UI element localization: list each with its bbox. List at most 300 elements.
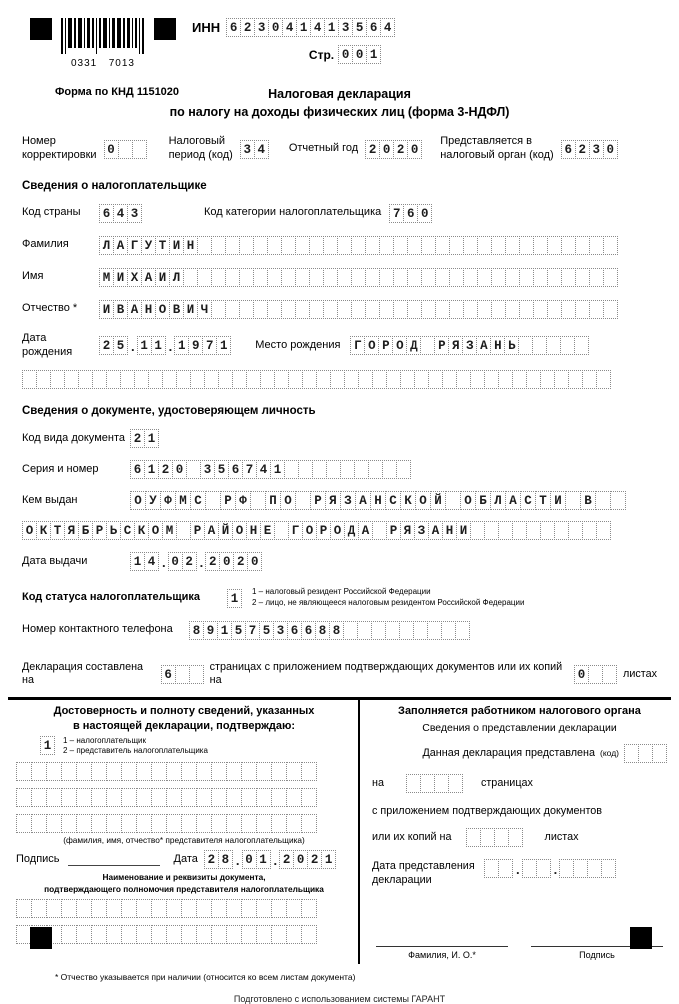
char-cell (295, 300, 310, 319)
char-cell (196, 788, 212, 807)
char-cell: А (127, 300, 142, 319)
char-cell (575, 300, 590, 319)
char-cell: И (113, 268, 128, 287)
char-cell: Ь (106, 521, 121, 540)
char-cell (434, 774, 449, 793)
char-cell (36, 370, 51, 389)
char-cell: 6 (99, 204, 114, 223)
char-cell: 0 (242, 850, 257, 869)
char-cell: 2 (233, 552, 248, 571)
signature-label: Подпись (16, 852, 60, 865)
char-cell (533, 236, 548, 255)
page-number-label: Стр. (308, 47, 335, 62)
char-cell (477, 268, 492, 287)
char-cell: А (204, 521, 219, 540)
doc-type-code-field (130, 429, 159, 448)
issued-by-field-line2 (22, 521, 611, 540)
char-cell (498, 521, 513, 540)
char-cell: 8 (218, 850, 233, 869)
char-cell (596, 370, 611, 389)
char-cell (151, 762, 167, 781)
char-cell (121, 762, 137, 781)
status-code-label: Код статуса налогоплательщика (22, 591, 201, 604)
char-cell (414, 370, 429, 389)
confirmation-title-line1: Достоверность и полноту сведений, указанных (53, 704, 315, 717)
char-cell: Р (220, 491, 236, 510)
status-code-field (227, 589, 242, 608)
char-cell (267, 236, 282, 255)
char-cell (484, 521, 499, 540)
char-cell (211, 814, 227, 833)
char-cell (574, 336, 589, 355)
date-label: Дата (173, 852, 198, 865)
char-cell (91, 814, 107, 833)
char-cell: С (120, 521, 135, 540)
char-cell: М (99, 268, 114, 287)
char-cell: О (460, 491, 476, 510)
char-cell (256, 899, 272, 918)
char-cell (372, 521, 387, 540)
char-cell (196, 925, 212, 944)
char-cell (547, 268, 562, 287)
char-cell (286, 925, 302, 944)
char-cell (312, 460, 327, 479)
page-number-field (338, 45, 381, 64)
char-cell: 7 (389, 204, 404, 223)
char-cell (399, 621, 414, 640)
char-cell: В (580, 491, 596, 510)
char-cell (519, 236, 534, 255)
char-cell (421, 236, 436, 255)
char-cell (624, 744, 639, 763)
char-cell: 1 (321, 850, 336, 869)
char-cell (181, 762, 197, 781)
tax-period-field (240, 140, 269, 159)
char-cell (301, 814, 317, 833)
char-cell: О (364, 336, 379, 355)
date-separator: . (235, 853, 240, 869)
char-cell (449, 300, 464, 319)
char-cell (340, 460, 355, 479)
char-cell: Б (475, 491, 491, 510)
char-cell: 7 (245, 621, 260, 640)
char-cell (16, 814, 32, 833)
char-cell (582, 521, 597, 540)
char-cell (31, 762, 47, 781)
surname-field (99, 236, 618, 255)
official-fio-signature (376, 946, 508, 960)
date-separator: . (162, 555, 166, 571)
char-cell: Б (78, 521, 93, 540)
char-cell: О (330, 521, 345, 540)
doc-series-label: Серия и номер (22, 462, 99, 475)
birthplace-label: Место рождения (255, 338, 341, 351)
char-cell (463, 268, 478, 287)
char-cell: 2 (99, 336, 114, 355)
char-cell: Л (169, 268, 184, 287)
attachments-label: с приложением подтверждающих документов (372, 804, 603, 817)
char-cell: А (113, 236, 128, 255)
char-cell: З (340, 491, 356, 510)
char-cell (573, 859, 588, 878)
char-cell (181, 925, 197, 944)
char-cell (106, 788, 122, 807)
char-cell (121, 788, 137, 807)
char-cell (284, 460, 299, 479)
char-cell (559, 859, 574, 878)
declaration-params-row (22, 135, 657, 163)
inn-field (226, 18, 395, 37)
representative-fio-row1 (16, 762, 317, 781)
char-cell (533, 268, 548, 287)
char-cell: 0 (352, 45, 367, 64)
char-cell (470, 370, 485, 389)
char-cell (211, 762, 227, 781)
char-cell: 1 (324, 18, 339, 37)
char-cell (379, 236, 394, 255)
char-cell (588, 665, 603, 684)
char-cell: 0 (603, 140, 618, 159)
char-cell: Х (127, 268, 142, 287)
char-cell: 1 (130, 552, 145, 571)
char-cell: 0 (172, 460, 187, 479)
authority-doc-row2 (16, 925, 317, 944)
char-cell (301, 899, 317, 918)
doc-type-code-label: Код вида документа (22, 431, 125, 444)
char-cell: 1 (256, 850, 271, 869)
char-cell (166, 925, 182, 944)
char-cell: 1 (227, 589, 242, 608)
char-cell (46, 814, 62, 833)
char-cell (211, 899, 227, 918)
signature-block (8, 697, 671, 964)
char-cell (435, 300, 450, 319)
char-cell: И (169, 236, 184, 255)
char-cell (239, 268, 254, 287)
char-cell (343, 621, 358, 640)
char-cell (368, 460, 383, 479)
inn-label: ИНН (192, 20, 221, 35)
char-cell: Р (92, 521, 107, 540)
summary-part1: Декларация составлена на (22, 660, 144, 687)
char-cell: Я (448, 336, 463, 355)
char-cell: О (155, 300, 170, 319)
char-cell (400, 370, 415, 389)
char-cell: 1 (40, 736, 55, 755)
char-cell (226, 814, 242, 833)
pages-count-field (161, 665, 204, 684)
char-cell: 1 (174, 336, 189, 355)
char-cell (256, 814, 272, 833)
char-cell (239, 300, 254, 319)
char-cell (427, 621, 442, 640)
char-cell (351, 300, 366, 319)
char-cell (480, 828, 495, 847)
char-cell (512, 521, 527, 540)
issue-date-field (130, 552, 262, 571)
date-separator: . (168, 339, 173, 354)
char-cell (498, 859, 513, 878)
submission-date-field (484, 859, 616, 878)
char-cell: Н (490, 336, 505, 355)
char-cell (76, 788, 92, 807)
char-cell (196, 762, 212, 781)
char-cell (226, 899, 242, 918)
char-cell (546, 336, 561, 355)
char-cell: Я (400, 521, 415, 540)
char-cell: Н (442, 521, 457, 540)
char-cell (456, 370, 471, 389)
char-cell (274, 370, 289, 389)
char-cell (211, 788, 227, 807)
char-cell (463, 236, 478, 255)
char-cell (407, 236, 422, 255)
char-cell (448, 774, 463, 793)
char-cell: 1 (270, 460, 285, 479)
summary-part3: листах (623, 667, 657, 680)
char-cell: 2 (575, 140, 590, 159)
char-cell (602, 665, 617, 684)
taxpayer-category-field (389, 204, 432, 223)
char-cell: Д (344, 521, 359, 540)
patronymic-footnote: * Отчество указывается при наличии (относится ко всем листам документа) (55, 971, 356, 982)
char-cell (396, 460, 411, 479)
barcode-block (61, 18, 145, 69)
char-cell (166, 814, 182, 833)
form-code-label: Форма по КНД 1151020 (55, 86, 180, 98)
char-cell: 6 (561, 140, 576, 159)
char-cell: 3 (338, 18, 353, 37)
char-cell: Я (64, 521, 79, 540)
char-cell (176, 521, 191, 540)
char-cell (491, 268, 506, 287)
char-cell: 6 (366, 18, 381, 37)
char-cell (547, 236, 562, 255)
char-cell (393, 300, 408, 319)
official-pages-field (406, 774, 463, 793)
form-title-line2: по налогу на доходы физических лиц (форма 3-НДФЛ) (169, 105, 510, 120)
char-cell (205, 491, 221, 510)
char-cell (218, 370, 233, 389)
char-cell (652, 744, 667, 763)
char-cell (382, 460, 397, 479)
barcode-numbers (61, 58, 145, 69)
char-cell (271, 814, 287, 833)
char-cell (595, 491, 611, 510)
confirmer-code-notes: 1 – налогоплательщик 2 – представитель налогоплательщика (63, 735, 208, 756)
char-cell (575, 268, 590, 287)
representative-fio-row2 (16, 788, 317, 807)
char-cell: 7 (242, 460, 257, 479)
char-cell (76, 899, 92, 918)
char-cell (106, 899, 122, 918)
char-cell (274, 521, 289, 540)
char-cell (241, 814, 257, 833)
char-cell: 0 (104, 140, 119, 159)
char-cell (477, 300, 492, 319)
official-use-column (360, 700, 671, 964)
char-cell (271, 925, 287, 944)
char-cell: Н (370, 491, 386, 510)
char-cell (379, 300, 394, 319)
char-cell: Й (218, 521, 233, 540)
char-cell (61, 814, 77, 833)
char-cell: 0 (379, 140, 394, 159)
char-cell (232, 370, 247, 389)
char-cell: О (22, 521, 37, 540)
official-sheets-field (466, 828, 523, 847)
taxpayer-category-label: Код категории налогоплательщика (204, 206, 382, 219)
char-cell: 2 (365, 140, 380, 159)
char-cell (603, 268, 618, 287)
char-cell (365, 300, 380, 319)
char-cell (106, 370, 121, 389)
doc-series-field (130, 460, 411, 479)
firstname-label: Имя (22, 270, 44, 283)
char-cell (420, 774, 435, 793)
char-cell (413, 621, 428, 640)
char-cell: В (169, 300, 184, 319)
char-cell (435, 236, 450, 255)
char-cell (337, 300, 352, 319)
char-cell (547, 300, 562, 319)
char-cell: 1 (137, 336, 152, 355)
char-cell (372, 370, 387, 389)
char-cell (554, 370, 569, 389)
form-title-line1: Налоговая декларация (268, 87, 411, 101)
representative-fio-caption: (фамилия, имя, отчество* представителя налогоплательщика) (63, 835, 305, 846)
char-cell (286, 899, 302, 918)
char-cell (166, 899, 182, 918)
char-cell (106, 762, 122, 781)
char-cell: 3 (127, 204, 142, 223)
char-cell: 6 (403, 204, 418, 223)
char-cell (421, 268, 436, 287)
char-cell (470, 521, 485, 540)
char-cell (61, 762, 77, 781)
char-cell (136, 788, 152, 807)
char-cell: 0 (168, 552, 183, 571)
char-cell (484, 370, 499, 389)
on-label: на (372, 777, 384, 790)
authority-doc-caption-line2: подтверждающего полномочия представителя налогоплательщика (44, 883, 324, 894)
char-cell (76, 762, 92, 781)
taxpayer-section-title: Сведения о налогоплательщике (22, 179, 207, 192)
char-cell (121, 814, 137, 833)
char-cell: И (550, 491, 566, 510)
char-cell (267, 300, 282, 319)
char-cell (256, 925, 272, 944)
char-cell (91, 762, 107, 781)
char-cell (302, 370, 317, 389)
char-cell (281, 236, 296, 255)
tax-authority-label: Представляется в налоговый орган (код) (440, 135, 554, 161)
issued-by-field-line1 (130, 491, 626, 510)
char-cell (197, 268, 212, 287)
char-cell: Р (434, 336, 449, 355)
char-cell: Г (127, 236, 142, 255)
confirmer-code-field (40, 736, 55, 755)
char-cell (351, 236, 366, 255)
char-cell (463, 300, 478, 319)
char-cell: 2 (130, 429, 145, 448)
signature-line (68, 854, 160, 866)
char-cell (271, 762, 287, 781)
barcode-number-right: 7013 (108, 58, 135, 69)
date-separator: . (131, 339, 135, 354)
char-cell: 3 (589, 140, 604, 159)
char-cell (211, 236, 226, 255)
char-cell (46, 788, 62, 807)
char-cell (603, 300, 618, 319)
char-cell: Е (260, 521, 275, 540)
char-cell: 0 (293, 850, 308, 869)
declaration-submitted-label: Данная декларация представлена (422, 747, 596, 760)
char-cell (565, 491, 581, 510)
char-cell (183, 268, 198, 287)
char-cell (46, 762, 62, 781)
authority-doc-caption-line1: Наименование и реквизиты документа, (102, 872, 266, 883)
char-cell (442, 370, 457, 389)
date-separator: . (516, 861, 520, 877)
char-cell (505, 268, 520, 287)
char-cell (568, 521, 583, 540)
char-cell (241, 788, 257, 807)
char-cell (271, 899, 287, 918)
char-cell (354, 460, 369, 479)
char-cell: С (190, 491, 206, 510)
char-cell (121, 925, 137, 944)
char-cell (407, 300, 422, 319)
char-cell: Д (406, 336, 421, 355)
char-cell: 9 (203, 621, 218, 640)
char-cell: И (155, 268, 170, 287)
char-cell (134, 370, 149, 389)
char-cell: 3 (254, 18, 269, 37)
birthdate-field (99, 336, 231, 355)
char-cell: 6 (161, 665, 176, 684)
char-cell (181, 814, 197, 833)
char-cell (225, 268, 240, 287)
char-cell (445, 491, 461, 510)
char-cell (106, 814, 122, 833)
char-cell: 2 (307, 850, 322, 869)
char-cell (494, 828, 509, 847)
char-cell: 1 (296, 18, 311, 37)
char-cell (323, 268, 338, 287)
char-cell (505, 300, 520, 319)
char-cell (121, 899, 137, 918)
birthdate-label: Дата рождения (22, 331, 73, 358)
confirmation-title-line2: в настоящей декларации, подтверждаю: (72, 719, 296, 732)
correction-number-label: Номер корректировки (22, 135, 97, 161)
char-cell (78, 370, 93, 389)
char-cell (31, 899, 47, 918)
char-cell (357, 621, 372, 640)
char-cell: И (456, 521, 471, 540)
char-cell: 4 (380, 18, 395, 37)
char-cell (286, 762, 302, 781)
birthplace-field (350, 336, 589, 355)
char-cell (441, 621, 456, 640)
char-cell (166, 762, 182, 781)
char-cell: У (141, 236, 156, 255)
char-cell (358, 370, 373, 389)
char-cell (533, 300, 548, 319)
char-cell (118, 140, 133, 159)
official-pages-label: страницах (480, 777, 533, 790)
tax-period-label: Налоговый период (код) (168, 135, 233, 161)
